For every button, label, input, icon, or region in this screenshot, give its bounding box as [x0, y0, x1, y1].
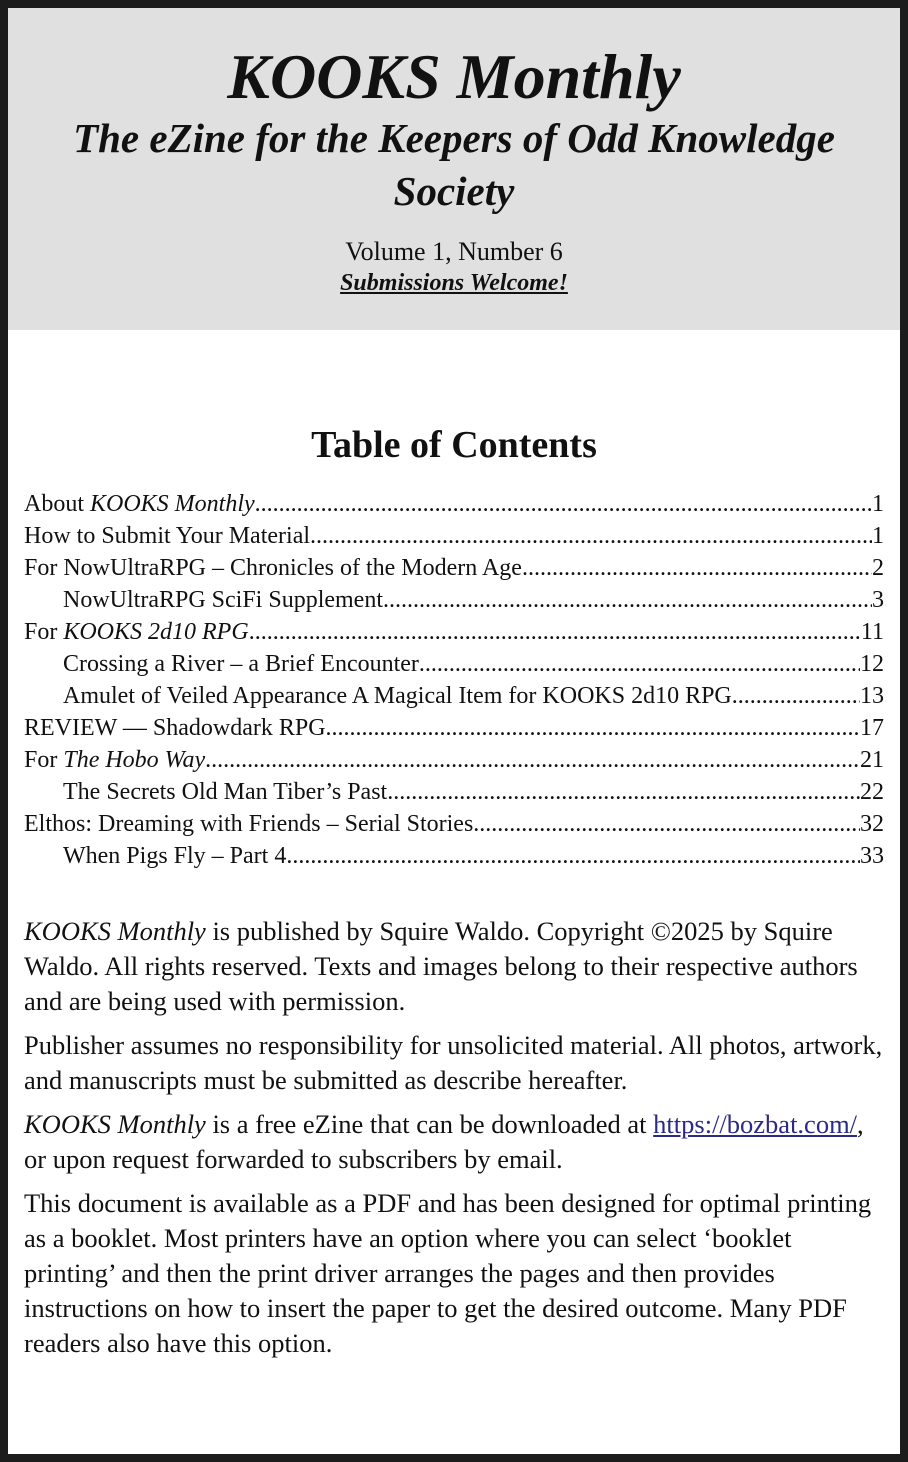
toc-entry-title: [24, 808, 473, 840]
volume-number: Volume 1, Number 6: [345, 237, 563, 266]
table-of-contents: [24, 488, 884, 872]
toc-page-number: 2: [872, 555, 884, 581]
toc-page-number: 33: [860, 843, 884, 869]
toc-entry-title: [63, 776, 387, 808]
toc-dot-leader: [249, 616, 861, 648]
toc-entry[interactable]: [24, 808, 884, 840]
toc-dot-leader: [286, 840, 860, 872]
magazine-subtitle: The eZine for the Keepers of Odd Knowledge Society: [73, 115, 835, 214]
toc-entry-title: [63, 680, 738, 712]
toc-page-number: 11: [860, 619, 884, 645]
website-link[interactable]: https://bozbat.com/: [653, 1109, 858, 1139]
toc-heading: Table of Contents: [311, 424, 597, 466]
toc-entry-title-italic: KOOKS Monthly: [90, 491, 255, 517]
download-text-end: , or upon request forwarded to subscribers by email.: [24, 1109, 864, 1174]
toc-page-number: 12: [860, 651, 884, 677]
toc-entry-title: [24, 488, 255, 520]
printing-paragraph: This document is available as a PDF and has been designed for optimal printing as a booklet. Most printers have an option where you can select ‘booklet printing’ and then the print driver arranges the pages and then provides instructions on how to insert the paper to get the desired outcome. Many PDF readers also have this option.: [24, 1188, 872, 1358]
submissions-notice: Submissions Welcome!: [340, 270, 568, 296]
responsibility-paragraph: Publisher assumes no responsibility for unsolicited material. All photos, artwork, and manuscripts must be submitted as describe hereafter.: [24, 1030, 883, 1095]
toc-entry-title-text: How to Submit Your Material: [24, 523, 311, 549]
toc-entry-title-text: About: [24, 491, 90, 517]
toc-page-number: 1: [872, 491, 884, 517]
toc-dot-leader: [522, 552, 872, 584]
colophon: [24, 914, 886, 1370]
toc-entry-title-text: When Pigs Fly – Part 4: [63, 843, 287, 869]
toc-entry-title-text: For: [24, 747, 64, 773]
toc-page-number: 22: [860, 779, 884, 805]
toc-dot-leader: [310, 520, 872, 552]
toc-page-number: 13: [860, 683, 884, 709]
toc-entry-title-text: For: [24, 619, 64, 645]
document-page: [8, 8, 900, 1454]
toc-entry-title-text: The Secrets Old Man Tiber’s Past: [63, 779, 388, 805]
toc-entry-title: [63, 648, 419, 680]
toc-entry[interactable]: [24, 520, 884, 552]
toc-page-number: 1: [872, 523, 884, 549]
toc-dot-leader: [419, 648, 860, 680]
toc-entry[interactable]: [24, 488, 884, 520]
toc-entry[interactable]: [24, 616, 884, 648]
toc-entry-title: [63, 584, 383, 616]
magazine-name: KOOKS Monthly: [24, 1109, 206, 1139]
toc-dot-leader: [255, 488, 872, 520]
toc-dot-leader: [738, 680, 860, 712]
publisher-paragraph: [24, 914, 886, 1019]
toc-page-number: 21: [860, 747, 884, 773]
toc-page-number: 32: [860, 811, 884, 837]
toc-dot-leader: [383, 584, 872, 616]
toc-entry[interactable]: [24, 552, 884, 584]
toc-entry[interactable]: [24, 744, 884, 776]
toc-entry-title-text: For NowUltraRPG – Chronicles of the Modern Age: [24, 555, 522, 581]
toc-entry-title-text: Amulet of Veiled Appearance A Magical Item for KOOKS 2d10 RPG.: [63, 683, 738, 709]
toc-dot-leader: [326, 712, 860, 744]
toc-entry[interactable]: [24, 776, 884, 808]
toc-entry-title-text: Crossing a River – a Brief Encounter: [63, 651, 419, 677]
masthead: [8, 8, 900, 330]
toc-entry[interactable]: [24, 648, 884, 680]
toc-entry-title: [24, 744, 205, 776]
toc-entry-title: [63, 840, 286, 872]
toc-dot-leader: [473, 808, 860, 840]
toc-entry[interactable]: [24, 840, 884, 872]
toc-entry-title: [24, 520, 310, 552]
toc-entry-title-text: NowUltraRPG SciFi Supplement: [63, 587, 384, 613]
toc-page-number: 3: [872, 587, 884, 613]
toc-entry-title: [24, 712, 326, 744]
download-text: is a free eZine that can be downloaded at: [205, 1109, 654, 1139]
toc-entry[interactable]: [24, 712, 884, 744]
toc-entry-title: [24, 616, 249, 648]
toc-entry-title-text: REVIEW — Shadowdark RPG: [24, 715, 326, 741]
download-paragraph: [24, 1107, 886, 1177]
toc-entry-title-italic: The Hobo Way: [63, 747, 206, 773]
magazine-name: KOOKS Monthly: [24, 916, 206, 946]
toc-entry[interactable]: [24, 680, 884, 712]
toc-dot-leader: [205, 744, 860, 776]
toc-dot-leader: [387, 776, 860, 808]
toc-entry-title: [24, 552, 522, 584]
toc-page-number: 17: [860, 715, 884, 741]
magazine-title: KOOKS Monthly: [227, 41, 681, 112]
toc-entry[interactable]: [24, 584, 884, 616]
toc-entry-title-italic: KOOKS 2d10 RPG: [63, 619, 249, 645]
toc-entry-title-text: Elthos: Dreaming with Friends – Serial Stories: [24, 811, 474, 837]
publisher-text: is published by Squire Waldo. Copyright ©2025 by Squire Waldo. All rights reserved. Texts and images belong to their respective authors and are being used with permission.: [24, 916, 858, 1016]
